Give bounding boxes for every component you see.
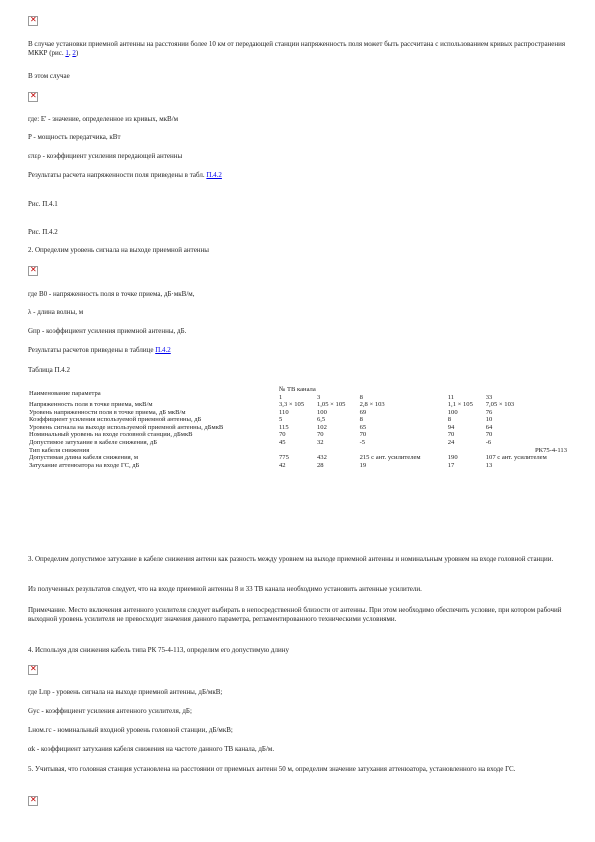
cell: 65 (359, 423, 367, 431)
results-paragraph-1 (28, 171, 573, 180)
formula-image-icon (28, 266, 38, 276)
cell: 69 (359, 408, 367, 416)
conclusion-paragraph: Из полученных результатов следует, что на входе приемной антенны 8 и 33 ТВ канала необходимо установить антенные усилители. (28, 585, 422, 593)
lpr-text: где Lпр - уровень сигнала на выходе приемной антенны, дБ/мкВ; (28, 688, 223, 696)
cell: 94 (447, 423, 455, 431)
table-row (28, 401, 573, 409)
step-3-paragraph: 3. Определим допустимое затухание в кабеле снижения антенн как разность между уровнем на выходе приемной антенны и номинальным уровнем на входе головной станции. (28, 555, 554, 563)
table-link-1[interactable]: П.4.2 (206, 171, 222, 179)
cell: 42 (279, 461, 286, 469)
cell: 17 (447, 461, 455, 469)
intro-paragraph (28, 40, 573, 58)
cell: 70 (447, 431, 455, 439)
intro-sep: , (68, 48, 73, 57)
cell: 24 (447, 439, 455, 447)
figure-link-2[interactable]: 2 (72, 48, 76, 57)
cell: 76 (485, 408, 493, 416)
where-b0-text: где B0 - напряженность поля в точке приема, дБ·мкВ/м, (28, 290, 195, 298)
table-title: Таблица П.4.2 (28, 366, 70, 374)
table-row (28, 416, 573, 424)
cell: 6,5 (316, 416, 326, 424)
cell: 70 (279, 431, 286, 439)
cell: 70 (359, 431, 367, 439)
cell: -5 (359, 439, 366, 447)
row-name: Затухание аттенюатора на входе ГС, дБ (29, 461, 140, 469)
cell: 1,05 × 105 (316, 401, 346, 409)
results-text-2: Результаты расчетов приведены в таблице (28, 346, 156, 354)
results-paragraph-2 (28, 346, 573, 355)
cell: 8 (447, 416, 452, 424)
cell: 5 (279, 416, 283, 424)
cable-type-cell: РК75-4-113 (535, 446, 567, 454)
where-e-text: где: E' - значение, определенное из кривых, мкВ/м (28, 115, 179, 123)
results-text-1: Результаты расчета напряженности поля приведены в табл. (28, 171, 207, 179)
cell: 45 (279, 439, 286, 447)
intro-tail: ) (75, 48, 79, 57)
cell: 7,05 × 103 (485, 401, 515, 409)
channel-number: 33 (485, 393, 493, 401)
table-row (28, 447, 573, 455)
table-row (28, 454, 573, 462)
cell: 28 (316, 461, 324, 469)
cell: 107 с ант. усилителем (485, 454, 547, 462)
cell: 10 (485, 416, 493, 424)
lnom-text: Lном.гс - номинальный входной уровень головной станции, дБ/мкВ; (28, 726, 233, 734)
row-name: Тип кабеля снижения (29, 446, 90, 454)
cell: 432 (316, 454, 327, 462)
table-row (28, 424, 573, 432)
step-5-paragraph: 5. Учитывая, что головная станция установлена на расстоянии от приемных антенн 50 м, определим значение затухания аттенюатора, установленного на входе ГС. (28, 765, 516, 773)
cell: 2,8 × 103 (359, 401, 385, 409)
cell: 102 (316, 423, 327, 431)
cell: 70 (316, 431, 324, 439)
note-paragraph: Примечание. Место включения антенного усилителя следует выбирать в непосредственной близости от антенны. При этом необходимо обеспечить условие, при котором рабочий выходной уровень усилителя не превосходит значения данного параметра, регламентированного техническими условиями. (28, 606, 562, 623)
cell: -6 (485, 439, 492, 447)
channel-number: 11 (447, 393, 455, 401)
broken-image-icon (28, 16, 38, 26)
channels-header: № ТВ канала (279, 386, 316, 393)
row-name: Коэффициент усиления используемой приемной антенны, дБ (29, 416, 202, 424)
gain-text: επερ - коэффициент усиления передающей антенны (28, 152, 183, 160)
cell: 215 с ант. усилителем (359, 454, 421, 462)
cell: 1,1 × 105 (447, 401, 473, 409)
gus-text: Gус - коэффициент усиления антенного усилителя, дБ; (28, 707, 192, 715)
table-row (28, 409, 573, 417)
in-this-case-text: В этом случае (28, 72, 70, 80)
ak-text: αk - коэффициент затухания кабеля снижения на частоте данного ТВ канала, дБ/м. (28, 745, 275, 753)
table-row (28, 439, 573, 447)
step-4-heading: 4. Используя для снижения кабель типа РК 75-4-113, определим его допустимую длину (28, 646, 289, 654)
cell: 3,3 × 105 (279, 401, 305, 409)
figure-link-1[interactable]: 1 (65, 48, 69, 57)
table-row (28, 462, 573, 470)
cell: 64 (485, 423, 493, 431)
cell: 775 (279, 454, 289, 462)
cell: 115 (279, 423, 289, 431)
formula-image-icon (28, 665, 38, 675)
row-name: Допустимое затухание в кабеле снижения, дБ (29, 439, 158, 447)
formula-image-icon (28, 796, 38, 806)
table-header-row (28, 386, 573, 394)
cell: 70 (485, 431, 493, 439)
table-link-2[interactable]: П.4.2 (155, 346, 171, 354)
param-header: Наименование параметра (29, 389, 101, 397)
cell: 190 (447, 454, 458, 462)
table-row (28, 431, 573, 439)
gpr-text: Gпр - коэффициент усиления приемной антенны, дБ. (28, 327, 187, 335)
row-name: Уровень напряженности поля в точке приема, дБ мкВ/м (29, 408, 186, 416)
intro-text: В случае установки приемной антенны на расстоянии более 10 км от передающей станции напряженность поля может быть рассчитана с использованием кривых распространения МККР (рис. (28, 40, 566, 57)
cell: 19 (359, 461, 367, 469)
step-2-heading: 2. Определим уровень сигнала на выходе приемной антенны (28, 246, 209, 254)
parameters-table (28, 386, 573, 469)
channel-number: 8 (359, 393, 363, 401)
row-name: Уровень сигнала на выходе используемой приемной антенны, дБмкВ (29, 423, 224, 431)
channel-number: 3 (316, 393, 321, 401)
lambda-text: λ - длина волны, м (28, 308, 84, 316)
cell: 8 (359, 416, 363, 424)
figure-caption-2: Рис. П.4.2 (28, 228, 58, 236)
formula-image-icon (28, 92, 38, 102)
cell: 13 (485, 461, 493, 469)
row-name: Номинальный уровень на входе головной станции, дБмкВ (29, 431, 193, 439)
cell: 100 (316, 408, 327, 416)
cell: 100 (447, 408, 458, 416)
figure-caption-1: Рис. П.4.1 (28, 200, 58, 208)
channel-number: 1 (279, 393, 283, 401)
cell: 110 (279, 408, 289, 416)
row-name: Напряженность поля в точке приема, мкВ/м (29, 401, 153, 409)
cell: 32 (316, 439, 324, 447)
row-name: Допустимая длина кабеля снижения, м (29, 454, 139, 462)
power-text: P - мощность передатчика, кВт (28, 133, 121, 141)
